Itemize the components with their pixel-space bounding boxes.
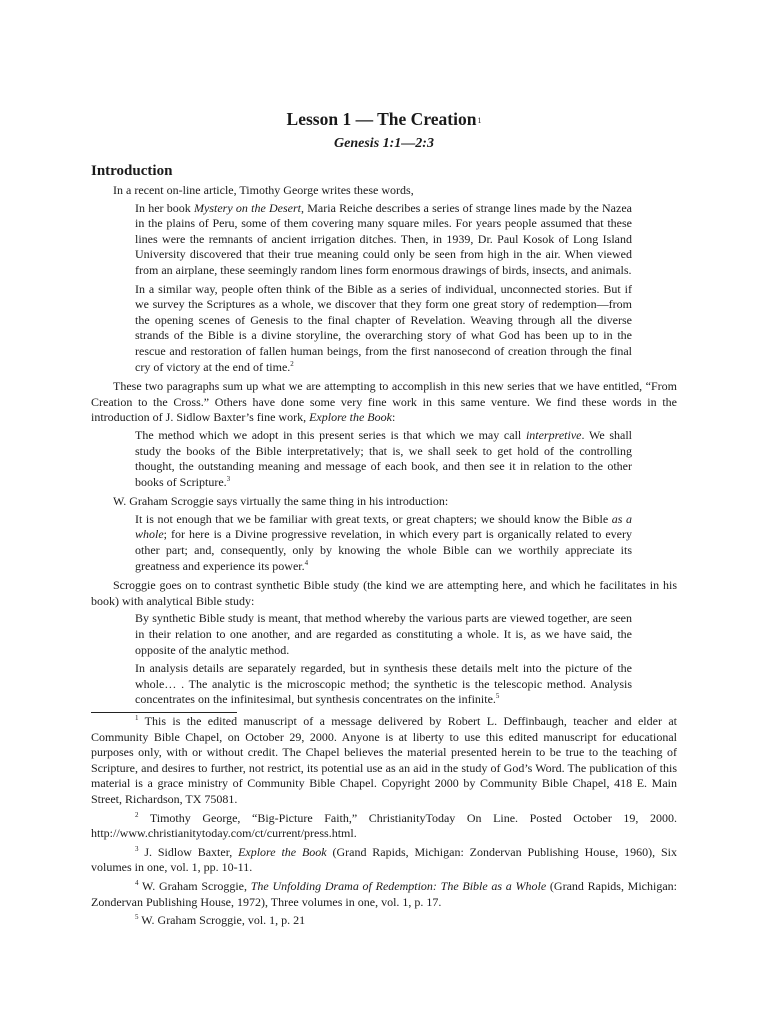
body-content bbox=[91, 159, 677, 932]
book-title: Mystery on the Desert bbox=[194, 200, 302, 215]
title-footnote-ref: 1 bbox=[477, 116, 482, 125]
book-title: Explore the Book bbox=[309, 410, 392, 425]
footnote: $^1$ This is the edited manuscript of a message delivered by Robert L. Deffinbaugh, teacher and elder at Community Bible Chapel, on October 29, 2000. Anyone is at liberty to use this edited manuscript for educational purposes only, with or without credit. The Chapel believes the material presented herein to be true to the teaching of Scripture, and desires to further, not restrict, its potential use as an aid in the study of God’s Word. The publication of this material is a grace ministry of Community Bible Chapel. Copyright 2000 by Community Bible Chapel, 418 E. Main Street, Richardson, TX 75081. bbox=[91, 714, 677, 806]
emphasis: as a whole bbox=[135, 511, 632, 542]
footnote: $^5$ W. Graham Scroggie, vol. 1, p. 21 bbox=[135, 913, 306, 928]
block-quote bbox=[135, 611, 632, 708]
footnote-separator bbox=[91, 712, 237, 713]
paragraph: Scroggie goes on to contrast synthetic Bible study (the kind we are attempting here, and which he facilitates in his book) with analytical Bible study: bbox=[91, 578, 677, 608]
emphasis: interpretive bbox=[525, 427, 582, 442]
footnote: $^2$ Timothy George, “Big-Picture Faith,” ChristianityToday On Line. Posted October 19, 2000. http://www.christianitytoday.com/ct/current/press.html. bbox=[91, 810, 677, 841]
quote-paragraph: By synthetic Bible study is meant, that method whereby the various parts are viewed together, are seen in their relation to one another, and are regarded as constituting a whole. It is, as we have said, the opposite of the analytic method. bbox=[135, 611, 632, 657]
lesson-title bbox=[0, 106, 768, 132]
footnote: $^3$ J. Sidlow Baxter, Explore the Book (Grand Rapids, Michigan: Zondervan Publishing House, 1960), Six volumes in one, vol. 1, pp. 10-11. bbox=[91, 844, 677, 875]
footnote-ref: 4 bbox=[304, 558, 309, 567]
paragraph: These two paragraphs sum up what we are attempting to accomplish in this new series that we have entitled, “From Creation to the Cross.” Others have done some very fine work in this same venture. We find these words in the introduction of J. Sidlow Baxter’s fine work, Explore the Book: bbox=[91, 379, 677, 425]
quote-paragraph: In a similar way, people often think of the Bible as a series of individual, unconnected stories. But if we survey the Scriptures as a whole, we discover that they form one great story of redemption—from the opening scenes of Genesis to the final chapter of Revelation. Weaving through all the diverse strands of the Bible is a divine storyline, the overarching story of what God has been up to in the rescue and restoration of fallen human beings, from the first nanosecond of creation through the final cry of victory at the end of time.$^2$ bbox=[135, 281, 632, 374]
footnote-number: 3 bbox=[135, 844, 139, 853]
quote-paragraph: In analysis details are separately regarded, but in synthesis these details melt into the picture of the whole… . The analytic is the microscopic method; the synthetic is the telescopic method. Analysis concentrates on the infinitesimal, but synthesis concentrates on the infinite.$^5$ bbox=[135, 661, 632, 707]
quote-paragraph: In her book Mystery on the Desert, Maria Reiche describes a series of strange lines made by the Nazea in the plains of Peru, some of them covering many square miles. For years people assumed that these lines were the remnants of ancient irrigation ditches. Then, in 1939, Dr. Paul Kosok of Long Island University discovered that their true meaning could only be seen from high in the air. When viewed from an airplane, these seemingly random lines form enormous drawings of birds, insects, and animals. bbox=[135, 200, 632, 277]
footnote-ref: 2 bbox=[290, 359, 294, 368]
block-quote bbox=[135, 512, 632, 574]
footnote: $^4$ W. Graham Scroggie, The Unfolding Drama of Redemption: The Bible as a Whole (Grand Rapids, Michigan: Zondervan Publishing House, 1972), Three volumes in one, vol. 1, p. 17. bbox=[91, 878, 677, 909]
paragraph: In a recent on-line article, Timothy George writes these words, bbox=[113, 183, 414, 197]
block-quote bbox=[135, 428, 632, 490]
footnotes bbox=[91, 714, 677, 929]
scripture-reference: Genesis 1:1—2:3 bbox=[334, 136, 434, 151]
lesson-title-text: Lesson 1 — The Creation bbox=[286, 109, 477, 129]
title-block bbox=[0, 106, 768, 154]
block-quote bbox=[135, 201, 632, 376]
footnote-number: 1 bbox=[135, 714, 139, 722]
section-heading: Introduction bbox=[91, 163, 173, 179]
footnote-number: 2 bbox=[135, 810, 139, 819]
book-title: The Unfolding Drama of Redemption: The Bible as a Whole bbox=[250, 878, 547, 893]
book-title: Explore the Book bbox=[238, 844, 327, 859]
footnote-ref: 3 bbox=[226, 474, 231, 483]
footnote-number: 4 bbox=[135, 878, 139, 887]
footnote-ref: 5 bbox=[495, 692, 500, 701]
quote-paragraph: It is not enough that we be familiar with great texts, or great chapters; we should know the Bible as a whole; for here is a Divine progressive revelation, in which every part is organically related to every other part; and, consequently, only by knowing the whole Bible can we worthily appreciate its greatness and experience its power.$^4$ bbox=[135, 511, 632, 573]
footnote-number: 5 bbox=[135, 913, 139, 922]
quote-paragraph: The method which we adopt in this present series is that which we may call interpretive. We shall study the books of the Bible interpretatively; that is, we shall seek to get hold of the controlling thought, the outstanding meaning and message of each book, and then see it in relation to the other books of Scripture.$^3$ bbox=[135, 427, 633, 489]
paragraph: W. Graham Scroggie says virtually the same thing in his introduction: bbox=[113, 494, 449, 509]
